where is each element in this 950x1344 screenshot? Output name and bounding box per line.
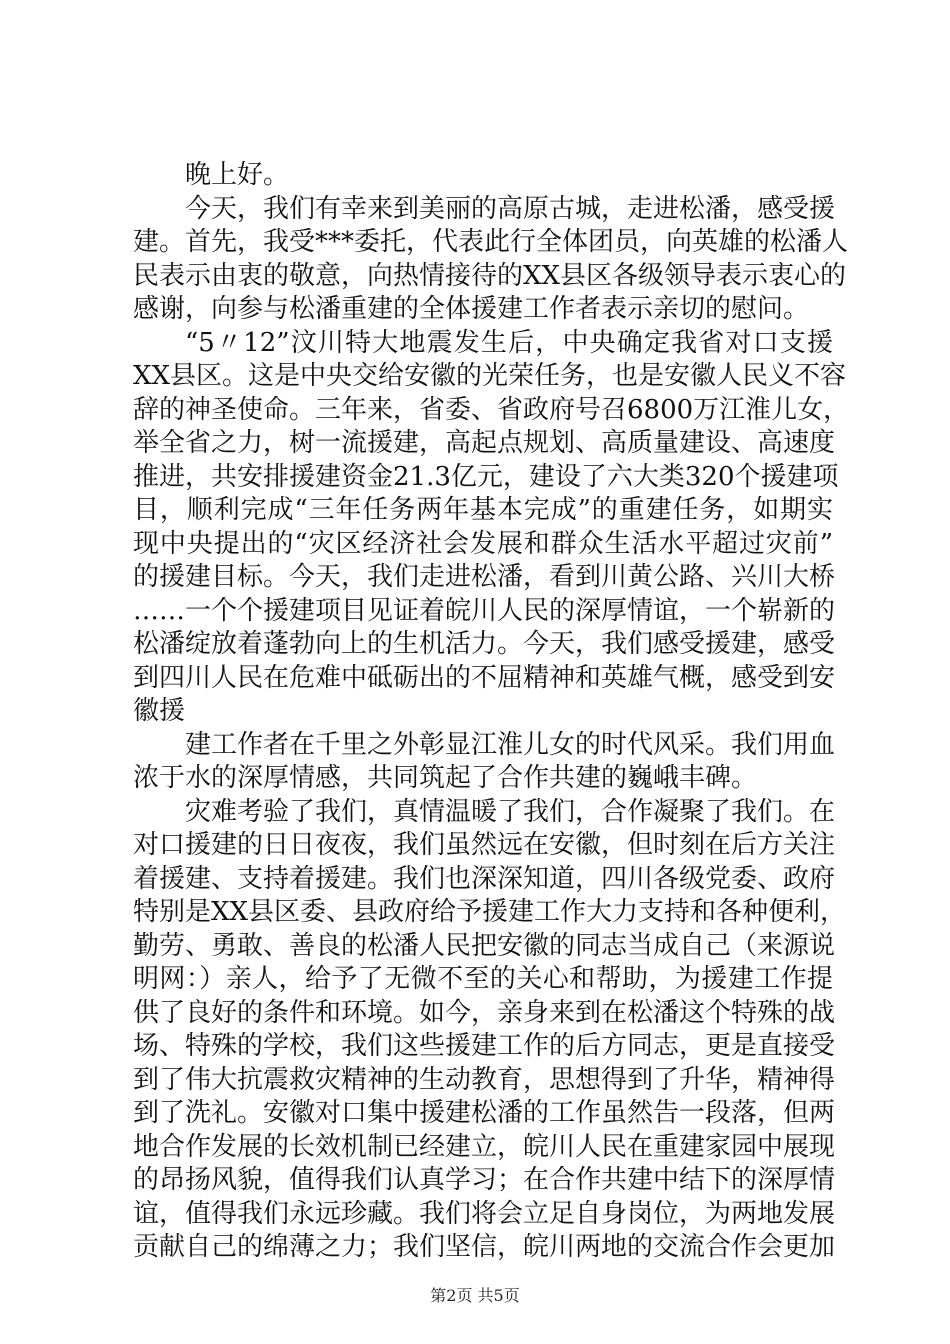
text-line: 辞的神圣使命。三年来，省委、省政府号召6800万江淮儿女， (133, 394, 850, 425)
text-line: 晚上好。 (185, 160, 290, 190)
text-line: 谊，值得我们永远珍藏。我们将会立足自身岗位，为两地发展 (133, 1198, 836, 1229)
body-text (133, 159, 850, 1265)
text-line: 松潘绽放着蓬勃向上的生机活力。今天，我们感受援建，感受 (133, 629, 836, 659)
text-line: 供了良好的条件和环境。如今，亲身来到在松潘这个特殊的战 (133, 997, 836, 1028)
text-line: 目，顺利完成“三年任务两年基本完成”的重建任务，如期实 (133, 495, 833, 525)
text-line: 到了伟大抗震救灾精神的生动教育，思想得到了升华，精神得 (133, 1064, 836, 1095)
text-line: 举全省之力，树一流援建，高起点规划、高质量建设、高速度 (133, 428, 836, 458)
text-line: ……一个个援建项目见证着皖川人民的深厚情谊，一个崭新的 (133, 595, 836, 626)
text-line: 贡献自己的绵薄之力；我们坚信，皖川两地的交流合作会更加 (133, 1232, 836, 1262)
text-line: 的昂扬风貌，值得我们认真学习；在合作共建中结下的深厚情 (133, 1165, 836, 1195)
text-line: XX县区。这是中央交给安徽的光荣任务，也是安徽人民义不容 (133, 361, 847, 391)
text-line: 地合作发展的长效机制已经建立，皖川人民在重建家园中展现 (133, 1131, 836, 1162)
text-line: “5〃12”汶川特大地震发生后，中央确定我省对口支援 (185, 327, 833, 358)
text-line: 民表示由衷的敬意，向热情接待的XX县区各级领导表示衷心的 (133, 260, 847, 291)
text-line: 对口援建的日日夜夜，我们虽然远在安徽，但时刻在后方关注 (133, 830, 836, 860)
text-line: 着援建、支持着援建。我们也深深知道，四川各级党委、政府 (133, 863, 836, 894)
text-line: 感谢，向参与松潘重建的全体援建工作者表示亲切的慰问。 (133, 294, 810, 324)
text-line: 浓于水的深厚情感，共同筑起了合作共建的巍峨丰碑。 (133, 763, 758, 793)
text-line: 明网：）亲人，给予了无微不至的关心和帮助，为援建工作提 (133, 964, 833, 994)
text-line: 建工作者在千里之外彰显江淮儿女的时代风采。我们用血 (185, 729, 836, 760)
text-line: 的援建目标。今天，我们走进松潘，看到川黄公路、兴川大桥 (133, 562, 836, 592)
text-line: 到四川人民在危难中砥砺出的不屈精神和英雄气概，感受到安 (133, 662, 836, 693)
page-footer: 第2页 共5页 (430, 1286, 520, 1305)
text-line: 建。首先，我受***委托，代表此行全体团员，向英雄的松潘人 (133, 227, 849, 257)
text-line: 灾难考验了我们，真情温暖了我们，合作凝聚了我们。在 (185, 796, 836, 827)
text-line: 今天，我们有幸来到美丽的高原古城，走进松潘，感受援 (185, 193, 836, 224)
text-line: 场、特殊的学校，我们这些援建工作的后方同志，更是直接受 (133, 1031, 836, 1061)
text-line: 特别是XX县区委、县政府给予援建工作大力支持和各种便利， (133, 897, 847, 927)
text-line: 徽援 (133, 696, 186, 726)
text-line: 推进，共安排援建资金21.3亿元，建设了六大类320个援建项 (133, 461, 839, 492)
text-line: 现中央提出的“灾区经济社会发展和群众生活水平超过灾前” (133, 528, 833, 559)
text-line: 勤劳、勇敢、善良的松潘人民把安徽的同志当成自己（来源说 (133, 930, 836, 961)
text-line: 到了洗礼。安徽对口集中援建松潘的工作虽然告一段落，但两 (133, 1098, 836, 1128)
